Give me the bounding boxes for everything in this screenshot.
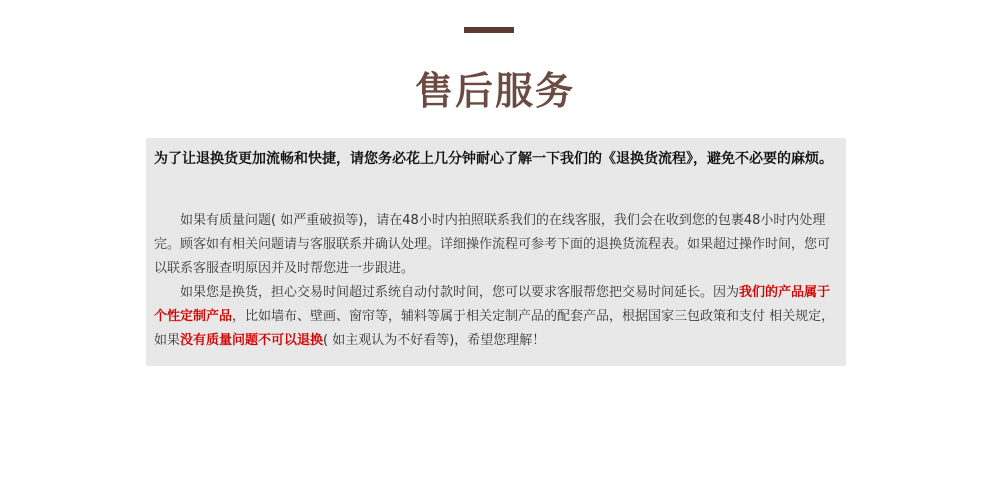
exchange-text-3: ( 如主观认为不好看等)，希望您理解！ [323, 333, 546, 348]
exchange-text-2: ，比如墙布、壁画、窗帘等，辅料等属于相关定制产品的配套产品，根据国家三包政策和支付 相关规定， 如果 [154, 309, 835, 348]
no-return-highlight: 没有质量问题不可以退换 [180, 333, 324, 348]
exchange-policy-paragraph [154, 281, 842, 353]
quality-issue-paragraph [154, 209, 842, 281]
after-sales-info-panel [146, 138, 846, 366]
title-accent-bar [464, 27, 514, 33]
intro-text: 为了让退换货更加流畅和快捷，请您务必花上几分钟耐心了解一下我们的《退换货流程》，避免不必要的麻烦。 [154, 151, 833, 167]
exchange-text-1: 如果您是换货，担心交易时间超过系统自动付款时间，您可以要求客服帮您把交易时间延长。因为 [180, 285, 740, 300]
custom-product-highlight: 我们的产品属于个性定制产品 [154, 285, 831, 324]
quality-issue-text: 如果有质量问题( 如严重破损等)，请在48小时内拍照联系我们的在线客服，我们会在收到您的包裹48小时内处理完。顾客如有相关问题请与客服联系并确认处理。详细操作流程可参考下面的退换货流程表。如果超过操作时间，您可以联系客服查明原因并及时帮您进一步跟进。 [154, 213, 831, 276]
page-title: 售后服务 [414, 68, 575, 113]
